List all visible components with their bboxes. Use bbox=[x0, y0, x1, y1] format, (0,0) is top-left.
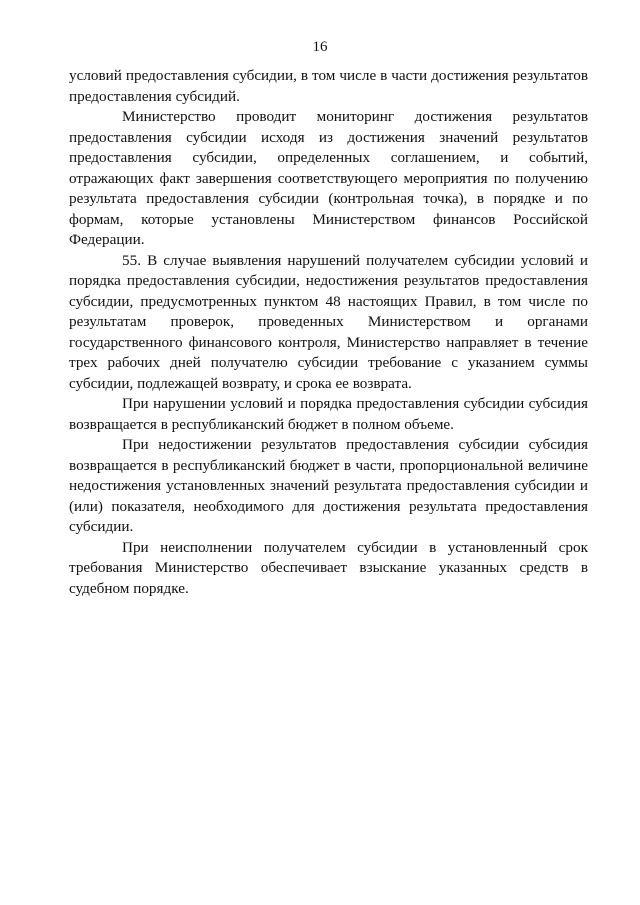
paragraph-clause-55: 55. В случае выявления нарушений получателем субсидии условий и порядка предоставления субсидии, недостижения результатов предоставления субсидии, предусмотренных пунктом 48 настоящих Правил, в том числе по результатам проверок, проведенных Министерством и органами государственного финансового контроля, Министерство направляет в течение трех рабочих дней получателю субсидии требование с указанием суммы субсидии, подлежащей возврату, и срока ее возврата. bbox=[69, 251, 588, 392]
document-body bbox=[69, 66, 588, 599]
paragraph-partial-return: При недостижении результатов предоставления субсидии субсидия возвращается в республиканский бюджет в части, пропорциональной величине недостижения установленных значений результата предоставления субсидии и (или) показателя, необходимого для достижения результата предоставления субсидии. bbox=[69, 436, 588, 535]
paragraph-violation-return: При нарушении условий и порядка предоставления субсидии субсидия возвращается в республиканский бюджет в полном объеме. bbox=[69, 395, 588, 433]
paragraph-monitoring: Министерство проводит мониторинг достижения результатов предоставления субсидии исходя из достижения значений результатов предоставления субсидии, определенных соглашением, и событий, отражающих факт завершения соответствующего мероприятия по получению результата предоставления субсидии (контрольная точка), в порядке и по формам, которые установлены Министерством финансов Российской Федерации. bbox=[69, 108, 588, 248]
paragraph-court-recovery: При неисполнении получателем субсидии в установленный срок требования Министерство обеспечивает взыскание указанных средств в судебном порядке. bbox=[69, 538, 588, 597]
paragraph-continuation: условий предоставления субсидии, в том числе в части достижения результатов предоставления субсидий. bbox=[69, 67, 588, 105]
page-number: 16 bbox=[312, 39, 328, 55]
